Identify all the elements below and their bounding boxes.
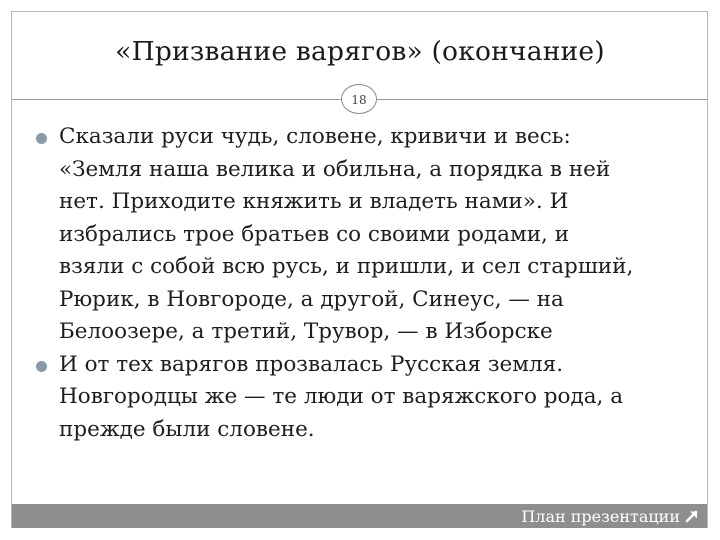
text-line: И от тех варягов прозвалась Русская земля. bbox=[59, 351, 564, 377]
page-number-badge: 18 bbox=[341, 84, 377, 114]
bullet-dot-icon bbox=[36, 361, 47, 372]
text-line: избрались трое братьев со своими родами, и bbox=[59, 221, 570, 247]
text-line: Рюрик, в Новгороде, а другой, Синеус, — на bbox=[59, 286, 564, 312]
text-line: Сказали руси чудь, словене, кривичи и весь: bbox=[59, 124, 571, 149]
presentation-plan-label: План презентации bbox=[521, 506, 680, 526]
bullet-item bbox=[36, 349, 696, 447]
slide-body bbox=[36, 121, 696, 446]
slide-title: «Призвание варягов» (окончание) bbox=[115, 36, 605, 67]
text-line: Новгородцы же — те люди от варяжского рода, а bbox=[59, 384, 624, 409]
bullet-dot-icon bbox=[36, 133, 47, 144]
presentation-plan-link[interactable] bbox=[521, 506, 699, 526]
text-line: нет. Приходите княжить и владеть нами». И bbox=[59, 189, 569, 214]
arrow-up-right-icon bbox=[685, 509, 699, 523]
footer-bar bbox=[12, 504, 707, 528]
bullet-item bbox=[36, 121, 696, 349]
text-line: взяли с собой всю русь, и пришли, и сел старший, bbox=[59, 254, 634, 279]
text-line: «Земля наша велика и обильна, а порядка в ней bbox=[59, 156, 611, 182]
text-line: Белоозере, а третий, Трувор, — в Изборске bbox=[59, 319, 553, 344]
text-line: прежде были словене. bbox=[59, 416, 315, 442]
